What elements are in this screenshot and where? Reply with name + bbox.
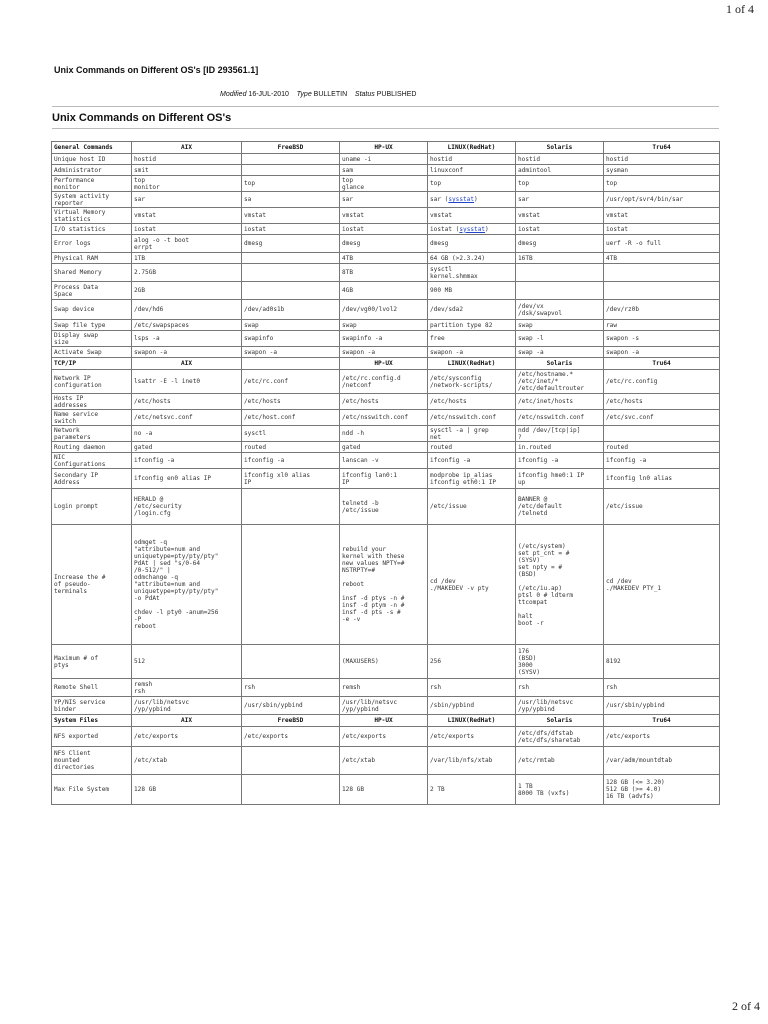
- table-cell: ifconfig hme0:1 IP up: [516, 469, 604, 489]
- table-cell: ifconfig -a: [242, 453, 340, 469]
- table-row: [52, 679, 720, 697]
- table-cell: rsh: [242, 679, 340, 697]
- table-cell: uname -i: [340, 154, 428, 165]
- table-cell: [242, 253, 340, 264]
- table-cell: [242, 154, 340, 165]
- page-number-top: 1 of 4: [726, 2, 754, 16]
- modified-value: 16-JUL-2010: [248, 91, 289, 98]
- column-header-cell: HP-UX: [340, 358, 428, 370]
- table-cell: /etc/hosts: [604, 394, 720, 410]
- table-row: [52, 426, 720, 442]
- row-label-cell: Routing daemon: [52, 442, 132, 453]
- table-cell: /dev/sda2: [428, 300, 516, 320]
- column-header-cell: LINUX(RedHat): [428, 142, 516, 154]
- table-row: [52, 154, 720, 165]
- separator: [52, 128, 719, 129]
- column-header-cell: Solaris: [516, 358, 604, 370]
- table-cell: sar: [340, 192, 428, 208]
- table-cell: vmstat: [516, 208, 604, 224]
- column-header-cell: Tru64: [604, 142, 720, 154]
- table-cell: /dev/vg00/lvol2: [340, 300, 428, 320]
- table-cell: swapon -a: [340, 347, 428, 358]
- table-cell: /etc/issue: [604, 489, 720, 525]
- table-cell: /etc/xtab: [340, 747, 428, 775]
- table-cell: ndd /dev/[tcp|ip] ?: [516, 426, 604, 442]
- table-cell: smit: [132, 165, 242, 176]
- section-title-cell: General Commands: [52, 142, 132, 154]
- table-row: [52, 253, 720, 264]
- table-cell: telnetd -b /etc/issue: [340, 489, 428, 525]
- table-cell: swapon -a: [428, 347, 516, 358]
- document-meta: [220, 91, 416, 98]
- table-row: [52, 347, 720, 358]
- table-cell: swapinfo: [242, 331, 340, 347]
- table-cell: /sbin/ypbind: [428, 697, 516, 715]
- row-label-cell: Virtual Memory statistics: [52, 208, 132, 224]
- row-label-cell: Process Data Space: [52, 282, 132, 300]
- table-section-header: [52, 142, 720, 154]
- section-title-cell: System Files: [52, 715, 132, 727]
- table-row: [52, 370, 720, 394]
- table-section-header: [52, 358, 720, 370]
- table-cell: rebuild your kernel with these new values NPTY=# NSTRPTY=# reboot insf -d ptys -n # insf -d ptym -n # insf -d pts -s # -e -v: [340, 525, 428, 645]
- table-cell: [242, 775, 340, 805]
- row-label-cell: NIC Configurations: [52, 453, 132, 469]
- table-cell: /etc/exports: [604, 727, 720, 747]
- table-cell: remsh: [340, 679, 428, 697]
- table-row: [52, 747, 720, 775]
- table-cell: top: [604, 176, 720, 192]
- table-cell: /etc/rc.conf: [242, 370, 340, 394]
- status-label: Status: [354, 91, 375, 98]
- table-cell: hostid: [604, 154, 720, 165]
- table-cell: sar: [132, 192, 242, 208]
- table-cell: remsh rsh: [132, 679, 242, 697]
- page-heading: Unix Commands on Different OS's: [52, 112, 232, 124]
- table-cell: (/etc/system) set pt_cnt = # (SYSV) set npty = # (BSD) (/etc/iu.ap) ptsl 0 # ldterm ttcompat halt boot -r: [516, 525, 604, 645]
- type-value: BULLETIN: [313, 91, 348, 98]
- table-cell: swap -a: [516, 347, 604, 358]
- table-cell: vmstat: [604, 208, 720, 224]
- table-cell: /etc/sysconfig /network-scripts/: [428, 370, 516, 394]
- row-label-cell: Hosts IP addresses: [52, 394, 132, 410]
- table-row: [52, 224, 720, 235]
- row-label-cell: Error logs: [52, 235, 132, 253]
- table-cell: 2.75GB: [132, 264, 242, 282]
- column-header-cell: LINUX(RedHat): [428, 715, 516, 727]
- table-cell: 64 GB (>2.3.24): [428, 253, 516, 264]
- column-header-cell: HP-UX: [340, 142, 428, 154]
- table-row: [52, 176, 720, 192]
- table-cell: hostid: [428, 154, 516, 165]
- row-label-cell: Network parameters: [52, 426, 132, 442]
- table-cell: /var/adm/mountdtab: [604, 747, 720, 775]
- table-cell: gated: [340, 442, 428, 453]
- table-cell: 900 MB: [428, 282, 516, 300]
- table-cell: sysctl kernel.shmmax: [428, 264, 516, 282]
- table-cell: iostat: [132, 224, 242, 235]
- table-cell: /etc/inet/hosts: [516, 394, 604, 410]
- row-label-cell: Activate Swap: [52, 347, 132, 358]
- table-cell: swap: [340, 320, 428, 331]
- table-cell: BANNER @ /etc/default /telnetd: [516, 489, 604, 525]
- table-cell: /etc/nsswitch.conf: [428, 410, 516, 426]
- table-cell: /etc/hosts: [340, 394, 428, 410]
- table-cell: top monitor: [132, 176, 242, 192]
- table-cell: [604, 282, 720, 300]
- table-cell: vmstat: [340, 208, 428, 224]
- table-cell: cd /dev ./MAKEDEV -v pty: [428, 525, 516, 645]
- section-title-cell: TCP/IP: [52, 358, 132, 370]
- row-label-cell: Login prompt: [52, 489, 132, 525]
- table-cell: iostat: [604, 224, 720, 235]
- table-cell: no -a: [132, 426, 242, 442]
- table-cell: /etc/svc.conf: [604, 410, 720, 426]
- table-cell: [242, 165, 340, 176]
- row-label-cell: YP/NIS service binder: [52, 697, 132, 715]
- status-value: PUBLISHED: [376, 91, 417, 98]
- table-cell: [242, 747, 340, 775]
- table-cell: gated: [132, 442, 242, 453]
- table-cell: /dev/rz0b: [604, 300, 720, 320]
- table-cell: /etc/host.conf: [242, 410, 340, 426]
- table-cell: dmesg: [516, 235, 604, 253]
- table-cell: /var/lib/nfs/xtab: [428, 747, 516, 775]
- table-cell: rsh: [428, 679, 516, 697]
- table-cell: /etc/rmtab: [516, 747, 604, 775]
- table-cell: 176 (BSD) 3000 (SYSV): [516, 645, 604, 679]
- row-label-cell: Shared Memory: [52, 264, 132, 282]
- row-label-cell: Administrator: [52, 165, 132, 176]
- table-cell: /etc/exports: [132, 727, 242, 747]
- table-cell: ndd -h: [340, 426, 428, 442]
- table-cell: /etc/xtab: [132, 747, 242, 775]
- table-cell: sam: [340, 165, 428, 176]
- table-cell: sa: [242, 192, 340, 208]
- table-cell: ifconfig -a: [132, 453, 242, 469]
- table-cell: dmesg: [428, 235, 516, 253]
- table-row: [52, 442, 720, 453]
- table-cell: /usr/lib/netsvc /yp/ypbind: [132, 697, 242, 715]
- row-label-cell: Unique host ID: [52, 154, 132, 165]
- table-cell: admintool: [516, 165, 604, 176]
- table-cell: 128 GB: [340, 775, 428, 805]
- table-cell: /etc/dfs/dfstab /etc/dfs/sharetab: [516, 727, 604, 747]
- row-label-cell: NFS exported: [52, 727, 132, 747]
- row-label-cell: Physical RAM: [52, 253, 132, 264]
- table-cell: sar (sysstat): [428, 192, 516, 208]
- table-cell: top: [242, 176, 340, 192]
- column-header-cell: Tru64: [604, 358, 720, 370]
- table-cell: swapon -a: [242, 347, 340, 358]
- table-cell: uerf -R -o full: [604, 235, 720, 253]
- table-cell: HERALD @ /etc/security /login.cfg: [132, 489, 242, 525]
- table-cell: 4TB: [604, 253, 720, 264]
- column-header-cell: LINUX(RedHat): [428, 358, 516, 370]
- row-label-cell: Display swap size: [52, 331, 132, 347]
- table-cell: dmesg: [242, 235, 340, 253]
- table-cell: /etc/nsswitch.conf: [340, 410, 428, 426]
- column-header-cell: FreeBSD: [242, 715, 340, 727]
- table-cell: swapon -a: [132, 347, 242, 358]
- table-cell: iostat (sysstat): [428, 224, 516, 235]
- table-cell: hostid: [132, 154, 242, 165]
- table-cell: ifconfig -a: [428, 453, 516, 469]
- table-cell: lsps -a: [132, 331, 242, 347]
- column-header-cell: Tru64: [604, 715, 720, 727]
- table-cell: dmesg: [340, 235, 428, 253]
- table-cell: sar: [516, 192, 604, 208]
- table-row: [52, 775, 720, 805]
- table-cell: swapon -s: [604, 331, 720, 347]
- column-header-cell: AIX: [132, 715, 242, 727]
- table-cell: vmstat: [132, 208, 242, 224]
- document-title: Unix Commands on Different OS's [ID 293561.1]: [54, 65, 259, 75]
- sysstat-link[interactable]: sysstat: [459, 225, 486, 233]
- table-cell: 256: [428, 645, 516, 679]
- row-label-cell: Performance monitor: [52, 176, 132, 192]
- table-cell: cd /dev ./MAKEDEV PTY_1: [604, 525, 720, 645]
- table-cell: /dev/hd6: [132, 300, 242, 320]
- table-row: [52, 192, 720, 208]
- table-cell: 128 GB (<= 3.20) 512 GB (>= 4.0) 16 TB (advfs): [604, 775, 720, 805]
- table-cell: /etc/swapspaces: [132, 320, 242, 331]
- table-cell: ifconfig en0 alias IP: [132, 469, 242, 489]
- table-cell: iostat: [516, 224, 604, 235]
- table-cell: /etc/nsswitch.conf: [516, 410, 604, 426]
- table-cell: ifconfig xl0 alias IP: [242, 469, 340, 489]
- row-label-cell: I/O statistics: [52, 224, 132, 235]
- table-cell: 8192: [604, 645, 720, 679]
- table-cell: top: [428, 176, 516, 192]
- table-cell: ifconfig lan0:1 IP: [340, 469, 428, 489]
- table-cell: sysman: [604, 165, 720, 176]
- table-cell: /etc/issue: [428, 489, 516, 525]
- column-header-cell: AIX: [132, 358, 242, 370]
- table-cell: /etc/hosts: [132, 394, 242, 410]
- table-cell: /etc/hostname.* /etc/inet/* /etc/defaultrouter: [516, 370, 604, 394]
- table-cell: 1 TB 8000 TB (vxfs): [516, 775, 604, 805]
- table-cell: 4GB: [340, 282, 428, 300]
- table-row: [52, 331, 720, 347]
- table-cell: [516, 282, 604, 300]
- table-cell: 16TB: [516, 253, 604, 264]
- table-cell: /usr/lib/netsvc /yp/ypbind: [516, 697, 604, 715]
- table-row: [52, 453, 720, 469]
- table-cell: odmget -q "attribute=num and uniquetype=pty/pty/pty" PdAt | sed "s/0-64 /0-512/" | odmchange -q "attribute=num and uniquetype=pty/pty/pty" -o PdAt chdev -l pty0 -anum=256 -P reboot: [132, 525, 242, 645]
- table-row: [52, 727, 720, 747]
- separator: [52, 106, 719, 107]
- table-cell: swap: [242, 320, 340, 331]
- table-cell: [516, 264, 604, 282]
- row-label-cell: Increase the # of pseudo- terminals: [52, 525, 132, 645]
- table-cell: [242, 489, 340, 525]
- table-cell: lanscan -v: [340, 453, 428, 469]
- table-cell: /dev/vx /dsk/swapvol: [516, 300, 604, 320]
- table-cell: alog -o -t boot errpt: [132, 235, 242, 253]
- table-row: [52, 300, 720, 320]
- table-cell: [242, 282, 340, 300]
- table-row: [52, 394, 720, 410]
- table-cell: rsh: [604, 679, 720, 697]
- table-row: [52, 282, 720, 300]
- table-cell: /etc/rc.config: [604, 370, 720, 394]
- table-cell: free: [428, 331, 516, 347]
- table-cell: /etc/exports: [340, 727, 428, 747]
- table-cell: partition type 82: [428, 320, 516, 331]
- page-number-bottom: 2 of 4: [732, 999, 760, 1013]
- commands-table: [51, 141, 720, 805]
- table-row: [52, 208, 720, 224]
- modified-label: Modified: [220, 91, 247, 98]
- table-cell: vmstat: [242, 208, 340, 224]
- table-row: [52, 410, 720, 426]
- column-header-cell: Solaris: [516, 142, 604, 154]
- table-cell: /dev/ad0s1b: [242, 300, 340, 320]
- table-cell: /usr/sbin/ypbind: [604, 697, 720, 715]
- table-row: [52, 525, 720, 645]
- table-cell: 2GB: [132, 282, 242, 300]
- column-header-cell: [242, 358, 340, 370]
- column-header-cell: HP-UX: [340, 715, 428, 727]
- row-label-cell: Network IP configuration: [52, 370, 132, 394]
- table-cell: swapinfo -a: [340, 331, 428, 347]
- row-label-cell: Name service switch: [52, 410, 132, 426]
- table-cell: /etc/hosts: [428, 394, 516, 410]
- table-cell: 512: [132, 645, 242, 679]
- table-cell: ifconfig ln0 alias: [604, 469, 720, 489]
- table-cell: sysctl: [242, 426, 340, 442]
- table-cell: (MAXUSERS): [340, 645, 428, 679]
- table-cell: linuxconf: [428, 165, 516, 176]
- table-cell: modprobe ip_alias ifconfig eth0:1 IP: [428, 469, 516, 489]
- table-cell: swapon -a: [604, 347, 720, 358]
- table-cell: iostat: [340, 224, 428, 235]
- row-label-cell: Max File System: [52, 775, 132, 805]
- table-cell: ifconfig -a: [604, 453, 720, 469]
- column-header-cell: AIX: [132, 142, 242, 154]
- table-cell: 8TB: [340, 264, 428, 282]
- table-cell: swap -l: [516, 331, 604, 347]
- table-cell: 2 TB: [428, 775, 516, 805]
- table-cell: sysctl -a | grep net: [428, 426, 516, 442]
- table-row: [52, 235, 720, 253]
- table-row: [52, 697, 720, 715]
- row-label-cell: NFS Client mounted directories: [52, 747, 132, 775]
- table-row: [52, 469, 720, 489]
- table-cell: routed: [242, 442, 340, 453]
- table-row: [52, 489, 720, 525]
- table-cell: lsattr -E -l inet0: [132, 370, 242, 394]
- table-cell: top: [516, 176, 604, 192]
- row-label-cell: Maximum # of ptys: [52, 645, 132, 679]
- table-row: [52, 264, 720, 282]
- table-cell: raw: [604, 320, 720, 331]
- table-cell: /etc/exports: [242, 727, 340, 747]
- type-label: Type: [296, 91, 312, 98]
- table-cell: 1TB: [132, 253, 242, 264]
- table-cell: routed: [428, 442, 516, 453]
- table-cell: hostid: [516, 154, 604, 165]
- table-cell: [242, 645, 340, 679]
- table-row: [52, 645, 720, 679]
- row-label-cell: System activity reporter: [52, 192, 132, 208]
- table-cell: [242, 264, 340, 282]
- table-cell: /etc/exports: [428, 727, 516, 747]
- table-cell: /etc/rc.config.d /netconf: [340, 370, 428, 394]
- table-row: [52, 320, 720, 331]
- table-cell: /usr/lib/netsvc /yp/ypbind: [340, 697, 428, 715]
- row-label-cell: Remote Shell: [52, 679, 132, 697]
- table-cell: /etc/hosts: [242, 394, 340, 410]
- sysstat-link[interactable]: sysstat: [448, 196, 475, 203]
- table-cell: 128 GB: [132, 775, 242, 805]
- column-header-cell: Solaris: [516, 715, 604, 727]
- table-cell: /etc/netsvc.conf: [132, 410, 242, 426]
- table-cell: ifconfig -a: [516, 453, 604, 469]
- row-label-cell: Secondary IP Address: [52, 469, 132, 489]
- table-row: [52, 165, 720, 176]
- table-cell: [604, 426, 720, 442]
- table-cell: 4TB: [340, 253, 428, 264]
- table-cell: swap: [516, 320, 604, 331]
- table-cell: iostat: [242, 224, 340, 235]
- table-cell: [242, 525, 340, 645]
- table-cell: vmstat: [428, 208, 516, 224]
- table-cell: top glance: [340, 176, 428, 192]
- table-cell: /usr/opt/svr4/bin/sar: [604, 192, 720, 208]
- table-section-header: [52, 715, 720, 727]
- row-label-cell: Swap device: [52, 300, 132, 320]
- table-cell: [604, 264, 720, 282]
- table-cell: routed: [604, 442, 720, 453]
- column-header-cell: FreeBSD: [242, 142, 340, 154]
- row-label-cell: Swap file type: [52, 320, 132, 331]
- table-cell: /usr/sbin/ypbind: [242, 697, 340, 715]
- table-cell: rsh: [516, 679, 604, 697]
- table-cell: in.routed: [516, 442, 604, 453]
